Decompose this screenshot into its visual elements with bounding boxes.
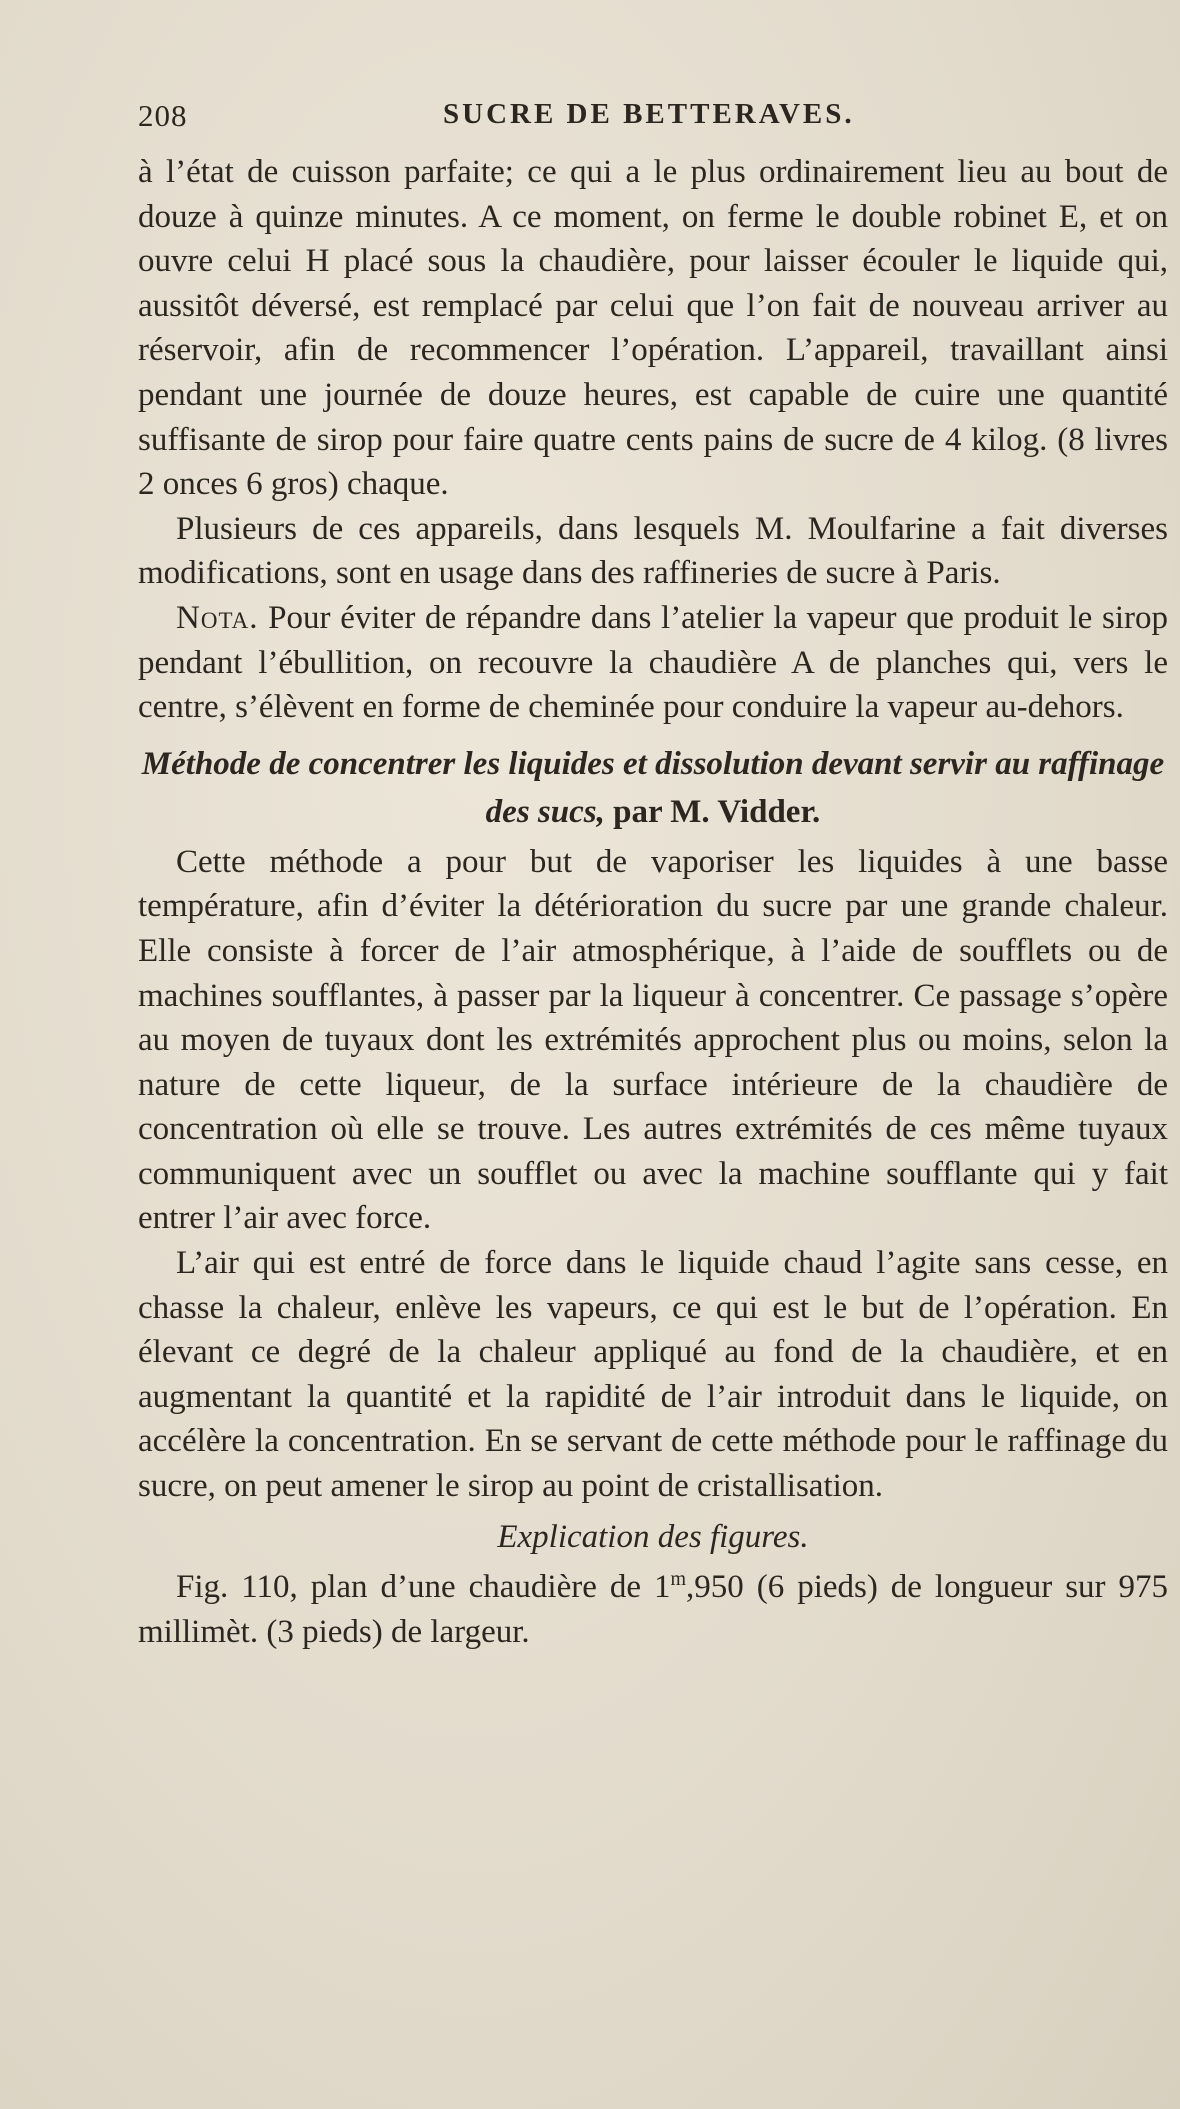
section-heading-title: Méthode de concentrer les liquides et dissolution devant servir au raffinage des sucs, [141, 745, 1165, 830]
figure-explanation [138, 1565, 1168, 1654]
paragraph-nota [138, 596, 1168, 730]
figures-subheading: Explication des figures. [497, 1518, 809, 1555]
nota-text: Pour éviter de répandre dans l’atelier la vapeur que produit le sirop pendant l’ébullition, on recouvre la chaudière A de planches qui, vers le centre, s’élèvent en forme de cheminée pour conduire la vapeur au-dehors. [138, 599, 1168, 726]
fig-text-a: Fig. 110, plan d’une chaudière de 1 [176, 1569, 671, 1606]
running-title: SUCRE DE BETTERAVES. [443, 98, 855, 130]
fig-superscript: m [670, 1568, 687, 1591]
paragraph-continuation: à l’état de cuisson parfaite; ce qui a le plus ordinairement lieu au bout de douze à quinze minutes. A ce moment, on ferme le double robinet E, et on ouvre celui H placé sous la chaudière, pour laisser écouler le liquide qui, aussitôt déversé, est remplacé par celui que l’on fait de nouveau arriver au réservoir, afin de recommencer l’opération. L’appareil, travaillant ainsi pendant une journée de douze heures, est capable de cuire une quantité suffisante de sirop pour faire quatre cents pains de sucre de 4 kilog. (8 livres 2 onces 6 gros) chaque. [138, 154, 1168, 503]
paragraph-appareils: Plusieurs de ces appareils, dans lesquels M. Moulfarine a fait diverses modifications, sont en usage dans des raffineries de sucre à Paris. [138, 510, 1168, 592]
fig-text-b: ,950 (6 pieds) de longueur sur 975 millimèt. (3 pieds) de largeur. [138, 1569, 1168, 1650]
paragraph-air: L’air qui est entré de force dans le liquide chaud l’agite sans cesse, en chasse la chaleur, enlève les vapeurs, ce qui est le but de l’opération. En élevant ce degré de la chaleur appliqué au fond de la chaudière, et en augmentant la quantité et la rapidité de l’air introduit dans le liquide, on accélère la concentration. En se servant de cette méthode pour le raffinage du sucre, on peut amener le sirop au point de cristallisation. [138, 1245, 1168, 1505]
page-body [138, 150, 1168, 1654]
page-number: 208 [138, 98, 188, 133]
section-heading [138, 740, 1168, 836]
page-header [138, 98, 1148, 140]
paragraph-methode: Cette méthode a pour but de vaporiser les liquides à une basse température, afin d’éviter la détérioration du sucre par une grande chaleur. Elle consiste à forcer de l’air atmosphérique, à l’aide de soufflets ou de machines soufflantes, à passer par la liqueur à concentrer. Ce passage s’opère au moyen de tuyaux dont les extrémités approchent plus ou moins, selon la nature de cette liqueur, de la surface intérieure de la chaudière de concentration où elle se trouve. Les autres extrémités de ces même tuyaux communiquent avec un soufflet ou avec la machine soufflante qui y fait entrer l’air avec force. [138, 843, 1168, 1237]
nota-label: Nota. [176, 599, 259, 636]
section-heading-author: par M. Vidder. [604, 793, 821, 830]
